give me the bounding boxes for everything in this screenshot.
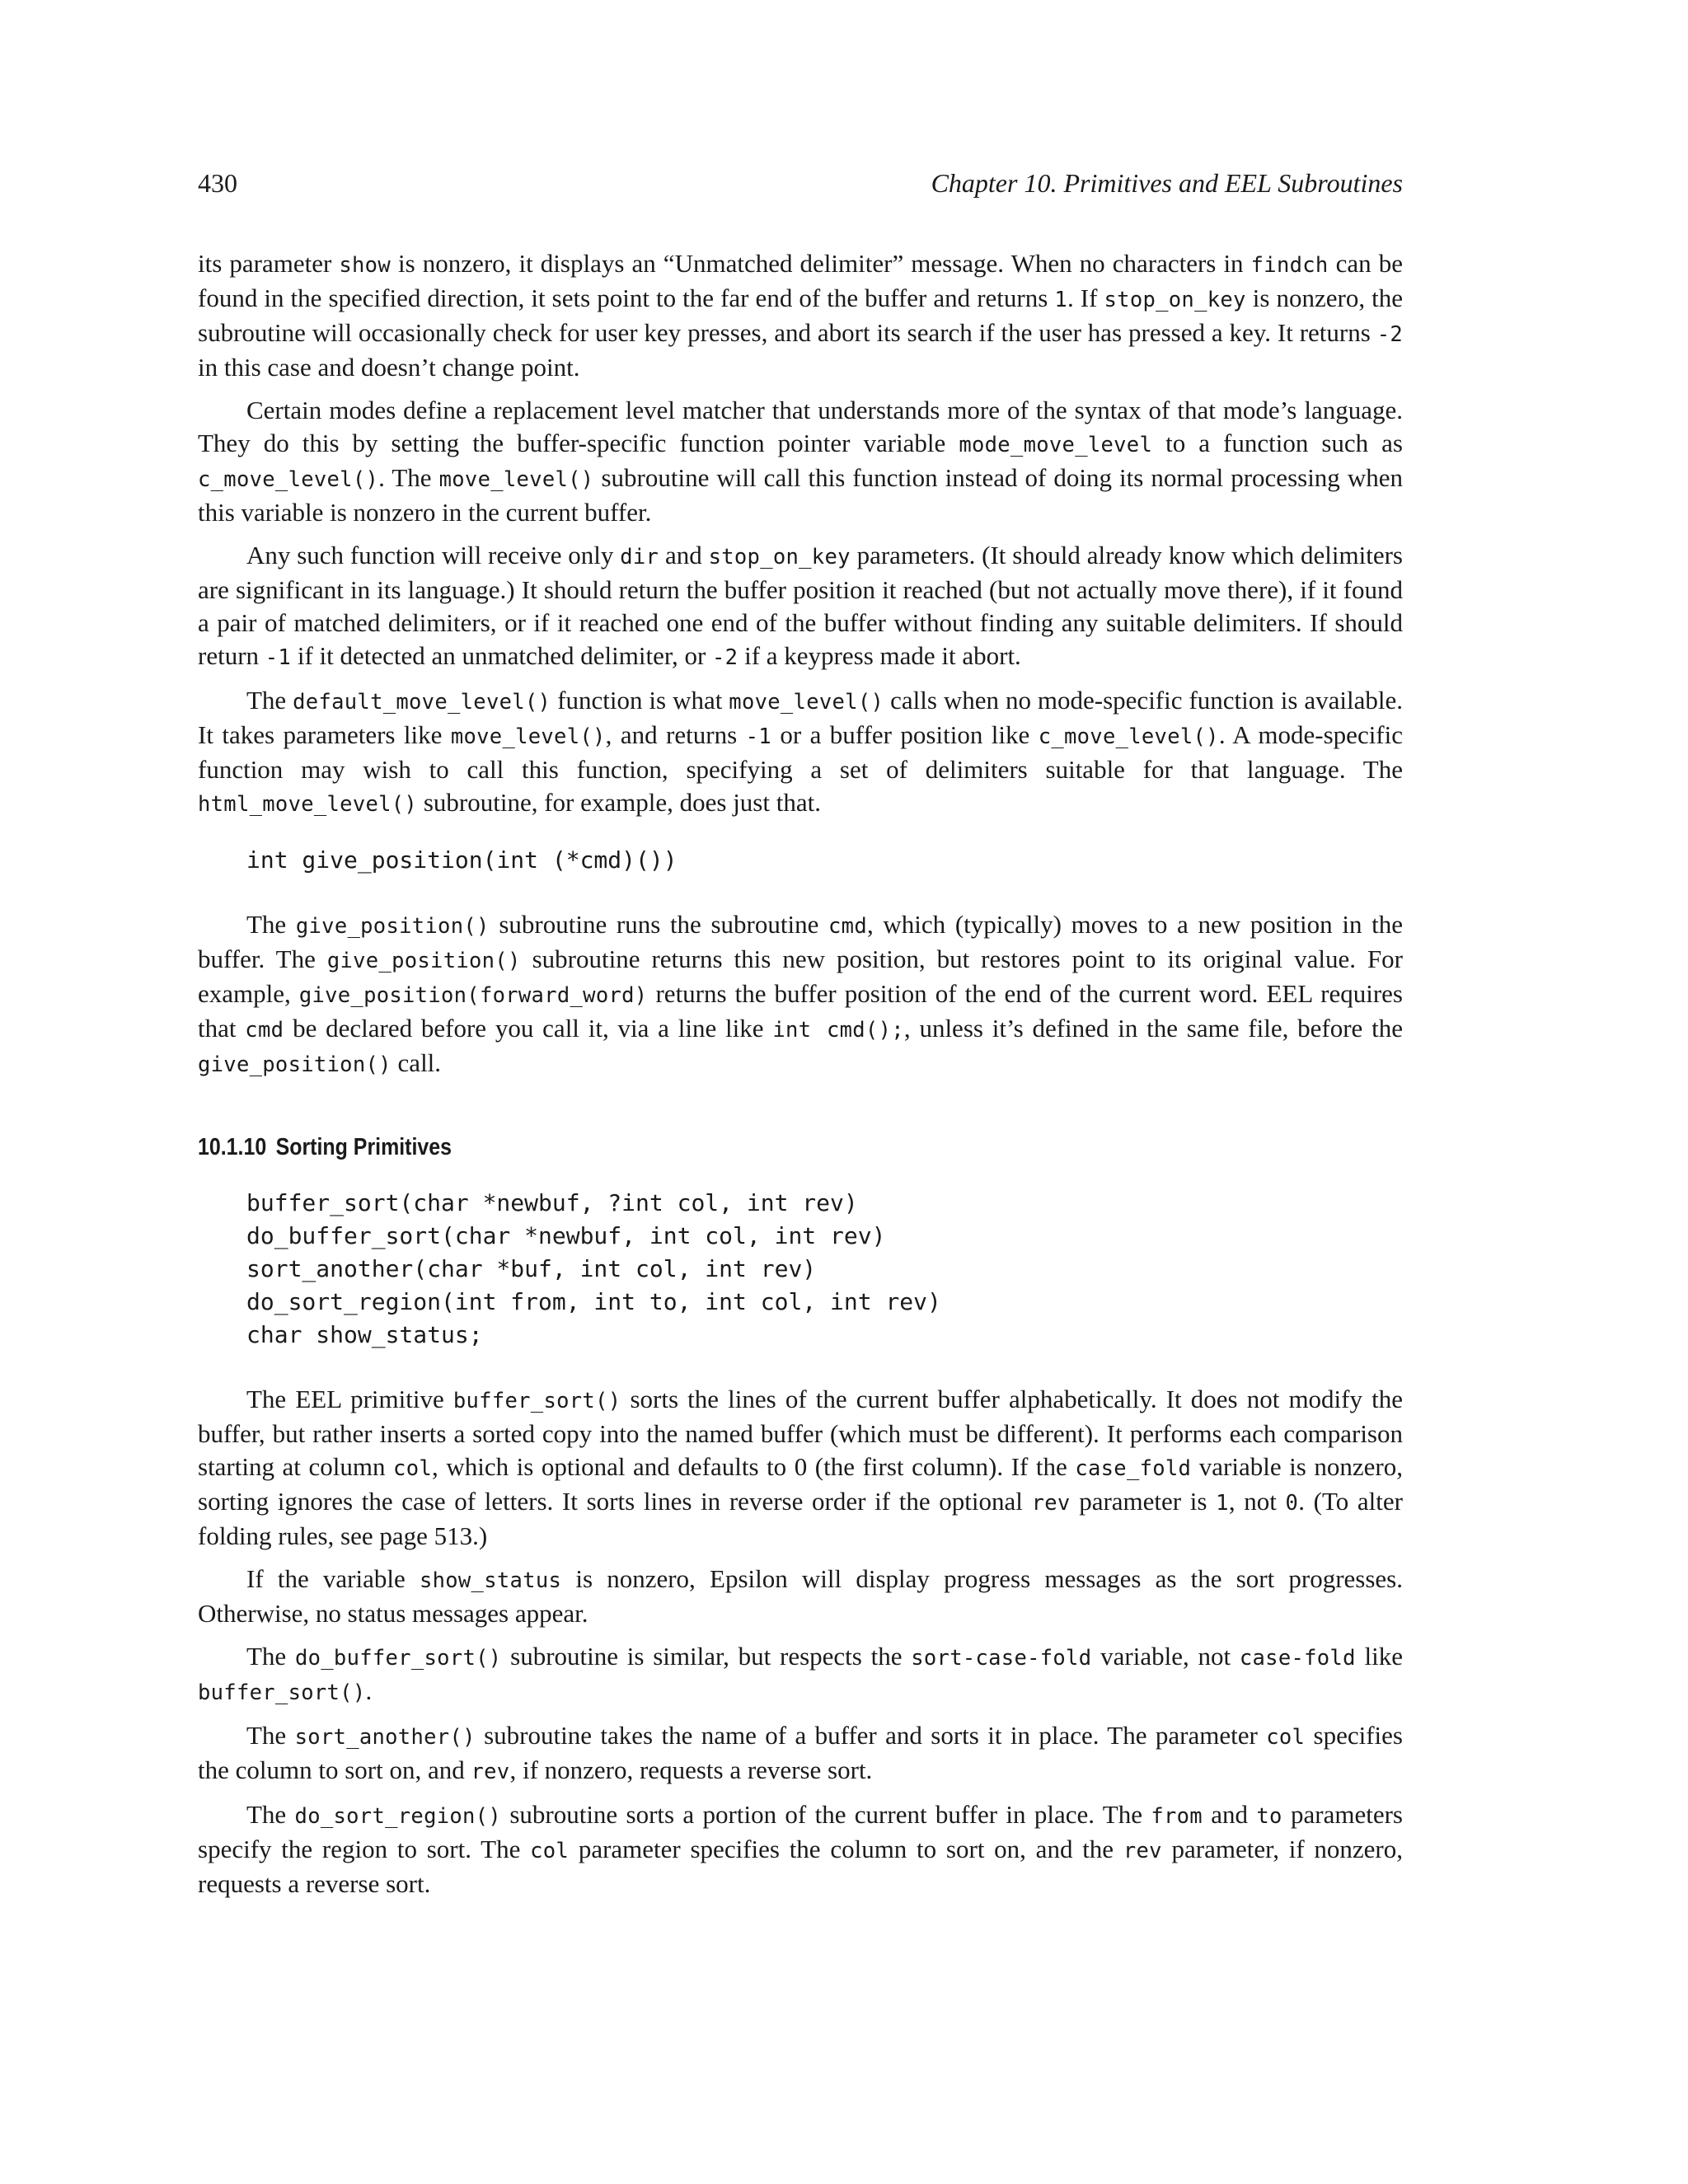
text-run: parameter specifies the column to sort on, and the (569, 1835, 1123, 1863)
inline-code: case_fold (1075, 1456, 1192, 1481)
paragraph-p9 (198, 1719, 1403, 1788)
inline-code: 1 (1054, 288, 1067, 312)
text-run: be declared before you call it, via a line like (284, 1014, 773, 1043)
text-run: subroutine will call this function instead of doing its normal processing when this variable is nonzero in the current buffer. (198, 463, 1403, 527)
code-block-sorting (246, 1187, 1403, 1352)
code-line: buffer_sort(char *newbuf, ?int col, int rev) (246, 1189, 858, 1216)
text-run: to a function such as (1152, 429, 1403, 457)
text-run: or a buffer position like (771, 720, 1039, 749)
text-run: like (1355, 1642, 1403, 1671)
inline-code: buffer_sort() (198, 1680, 366, 1705)
inline-code: do_buffer_sort() (294, 1646, 502, 1671)
text-run: . A mode-specific function may wish to call this function, specifying a set of delimiters suitable for that language. The (198, 720, 1404, 784)
text-run: Certain modes define a replacement level matcher that understands more of the syntax of that mode’s language. They do this by setting the buffer-specific function pointer variable (198, 396, 1403, 457)
text-run: if a keypress made it abort. (738, 641, 1021, 670)
inline-code: dir (620, 545, 659, 569)
inline-code: -1 (265, 645, 292, 670)
text-run: and (1202, 1800, 1257, 1829)
text-run: , unless it’s defined in the same file, before the (903, 1014, 1403, 1043)
paragraph-p4 (198, 684, 1403, 821)
text-run: calls when no mode-specific function is available. It takes parameters like (198, 686, 1403, 749)
paragraph-group-mid (198, 908, 1403, 1081)
code-line: sort_another(char *buf, int col, int rev) (246, 1255, 817, 1282)
inline-code: buffer_sort() (452, 1389, 621, 1413)
inline-code: from (1151, 1804, 1203, 1829)
inline-code: give_position() (326, 949, 521, 973)
paragraph-p5 (198, 908, 1403, 1081)
text-run: . (To alter folding rules, see page 513.) (198, 1487, 1403, 1550)
section-number: 10.1.10 (198, 1134, 267, 1160)
inline-code: case-fold (1239, 1646, 1356, 1671)
inline-code: col (1266, 1725, 1306, 1750)
body-text (198, 247, 1403, 1910)
text-run: can be found in the specified direction, it sets point to the far end of the buffer and returns (198, 249, 1403, 312)
text-run: parameter, if nonzero, requests a reverse sort. (198, 1835, 1404, 1898)
inline-code: c_move_level() (198, 467, 379, 492)
text-run: The (246, 1642, 295, 1671)
inline-code: rev (471, 1760, 510, 1784)
code-line: do_sort_region(int from, int to, int col, int rev) (246, 1288, 941, 1315)
inline-code: show_status (419, 1568, 562, 1593)
chapter-title: Chapter 10. Primitives and EEL Subroutines (931, 168, 1403, 198)
inline-code: rev (1031, 1491, 1071, 1516)
text-run: . If (1067, 284, 1104, 312)
paragraph-group-bottom (198, 1383, 1403, 1900)
inline-code: move_level() (729, 690, 884, 715)
paragraph-p1 (198, 247, 1403, 384)
text-run: parameters specify the region to sort. The (198, 1800, 1403, 1863)
paragraph-p2 (198, 394, 1403, 529)
inline-code: give_position(forward_word) (298, 983, 648, 1008)
code-line: int give_position(int (*cmd)()) (246, 846, 678, 874)
inline-code: to (1256, 1804, 1282, 1829)
inline-code: mode_move_level (959, 433, 1153, 457)
section-heading (198, 1131, 1234, 1164)
text-run: is nonzero, the subroutine will occasionally check for user key presses, and abort its search if the user has pressed a key. It returns (198, 284, 1404, 347)
text-run: subroutine is similar, but respects the (501, 1642, 912, 1671)
inline-code: findch (1250, 253, 1329, 278)
paragraph-p7 (198, 1563, 1403, 1630)
text-run: and (659, 541, 709, 569)
text-run: is nonzero, it displays an “Unmatched delimiter” message. When no characters in (390, 249, 1251, 278)
text-run: function is what (551, 686, 729, 715)
text-run: . (365, 1676, 373, 1705)
inline-code: sort-case-fold (911, 1646, 1092, 1671)
text-run: Any such function will receive only (246, 541, 621, 569)
text-run: returns the buffer position of the end of the current word. EEL requires that (198, 979, 1403, 1043)
inline-code: do_sort_region() (294, 1804, 501, 1829)
text-run: , if nonzero, requests a reverse sort. (509, 1755, 873, 1784)
inline-code: stop_on_key (1104, 288, 1246, 312)
text-run: subroutine sorts a portion of the current buffer in place. The (500, 1800, 1151, 1829)
text-run: sorts the lines of the current buffer alphabetically. It does not modify the buffer, but rather inserts a sorted copy into the named buffer (which must be different). It performs each comparison starting at column (198, 1385, 1403, 1481)
inline-code: give_position() (295, 914, 490, 939)
inline-code: int cmd(); (772, 1018, 904, 1043)
text-run: is nonzero, Epsilon will display progress messages as the sort progresses. Otherwise, no status messages appear. (198, 1564, 1404, 1628)
text-run: , which (typically) moves to a new position in the buffer. The (198, 910, 1403, 973)
text-run: subroutine takes the name of a buffer and sorts it in place. The parameter (475, 1721, 1267, 1750)
text-run: subroutine runs the subroutine (489, 910, 829, 939)
text-run: subroutine, for example, does just that. (417, 788, 821, 817)
text-run: parameters. (It should already know which delimiters are significant in its language.) It should return the buffer position it reached (but not actually move there), if it found a pair of matched delimiters, or if it reached one end of the buffer without finding any suitable delimiters. If should return (198, 541, 1403, 670)
code-line: char show_status; (246, 1321, 483, 1348)
inline-code: c_move_level() (1038, 724, 1219, 749)
inline-code: stop_on_key (708, 545, 851, 569)
text-run: The (246, 910, 296, 939)
text-run: if it detected an unmatched delimiter, or (291, 641, 713, 670)
text-run: , and returns (605, 720, 746, 749)
inline-code: move_level() (438, 467, 594, 492)
code-block-give-position (246, 844, 1403, 877)
paragraph-p3 (198, 539, 1403, 674)
text-run: The (246, 1800, 295, 1829)
text-run: The (246, 686, 293, 715)
running-header (198, 168, 1403, 208)
inline-code: -2 (1376, 322, 1403, 347)
text-run: in this case and doesn’t change point. (198, 353, 580, 382)
section-title: Sorting Primitives (275, 1134, 452, 1160)
inline-code: rev (1123, 1839, 1162, 1863)
inline-code: cmd (245, 1018, 284, 1043)
text-run: specifies the column to sort on, and (198, 1721, 1403, 1784)
text-run: The (246, 1721, 295, 1750)
inline-code: cmd (828, 914, 867, 939)
paragraph-p10 (198, 1798, 1403, 1900)
inline-code: -1 (745, 724, 771, 749)
text-run: variable, not (1091, 1642, 1240, 1671)
text-run: The EEL primitive (246, 1385, 453, 1413)
inline-code: show (339, 253, 391, 278)
inline-code: 1 (1216, 1491, 1229, 1516)
page-number: 430 (198, 168, 237, 198)
inline-code: -2 (712, 645, 738, 670)
paragraph-group-top (198, 247, 1403, 821)
text-run: . The (378, 463, 439, 492)
inline-code: default_move_level() (293, 690, 551, 715)
text-run: , which is optional and defaults to 0 (the first column). If the (432, 1452, 1076, 1481)
text-run: its parameter (198, 249, 340, 278)
inline-code: html_move_level() (198, 792, 418, 817)
inline-code: col (530, 1839, 570, 1863)
text-run: If the variable (246, 1564, 420, 1593)
text-run: subroutine returns this new position, but restores point to its original value. For example, (198, 944, 1404, 1008)
inline-code: give_position() (198, 1052, 392, 1077)
inline-code: sort_another() (294, 1725, 476, 1750)
paragraph-p8 (198, 1640, 1403, 1709)
text-run: variable is nonzero, sorting ignores the case of letters. It sorts lines in reverse order if the optional (198, 1452, 1404, 1516)
inline-code: 0 (1285, 1491, 1299, 1516)
text-run: , not (1228, 1487, 1286, 1516)
code-line: do_buffer_sort(char *newbuf, int col, int rev) (246, 1222, 886, 1249)
inline-code: col (393, 1456, 433, 1481)
paragraph-p6 (198, 1383, 1403, 1553)
text-run: call. (391, 1048, 442, 1077)
text-run: parameter is (1070, 1487, 1217, 1516)
inline-code: move_level() (450, 724, 606, 749)
